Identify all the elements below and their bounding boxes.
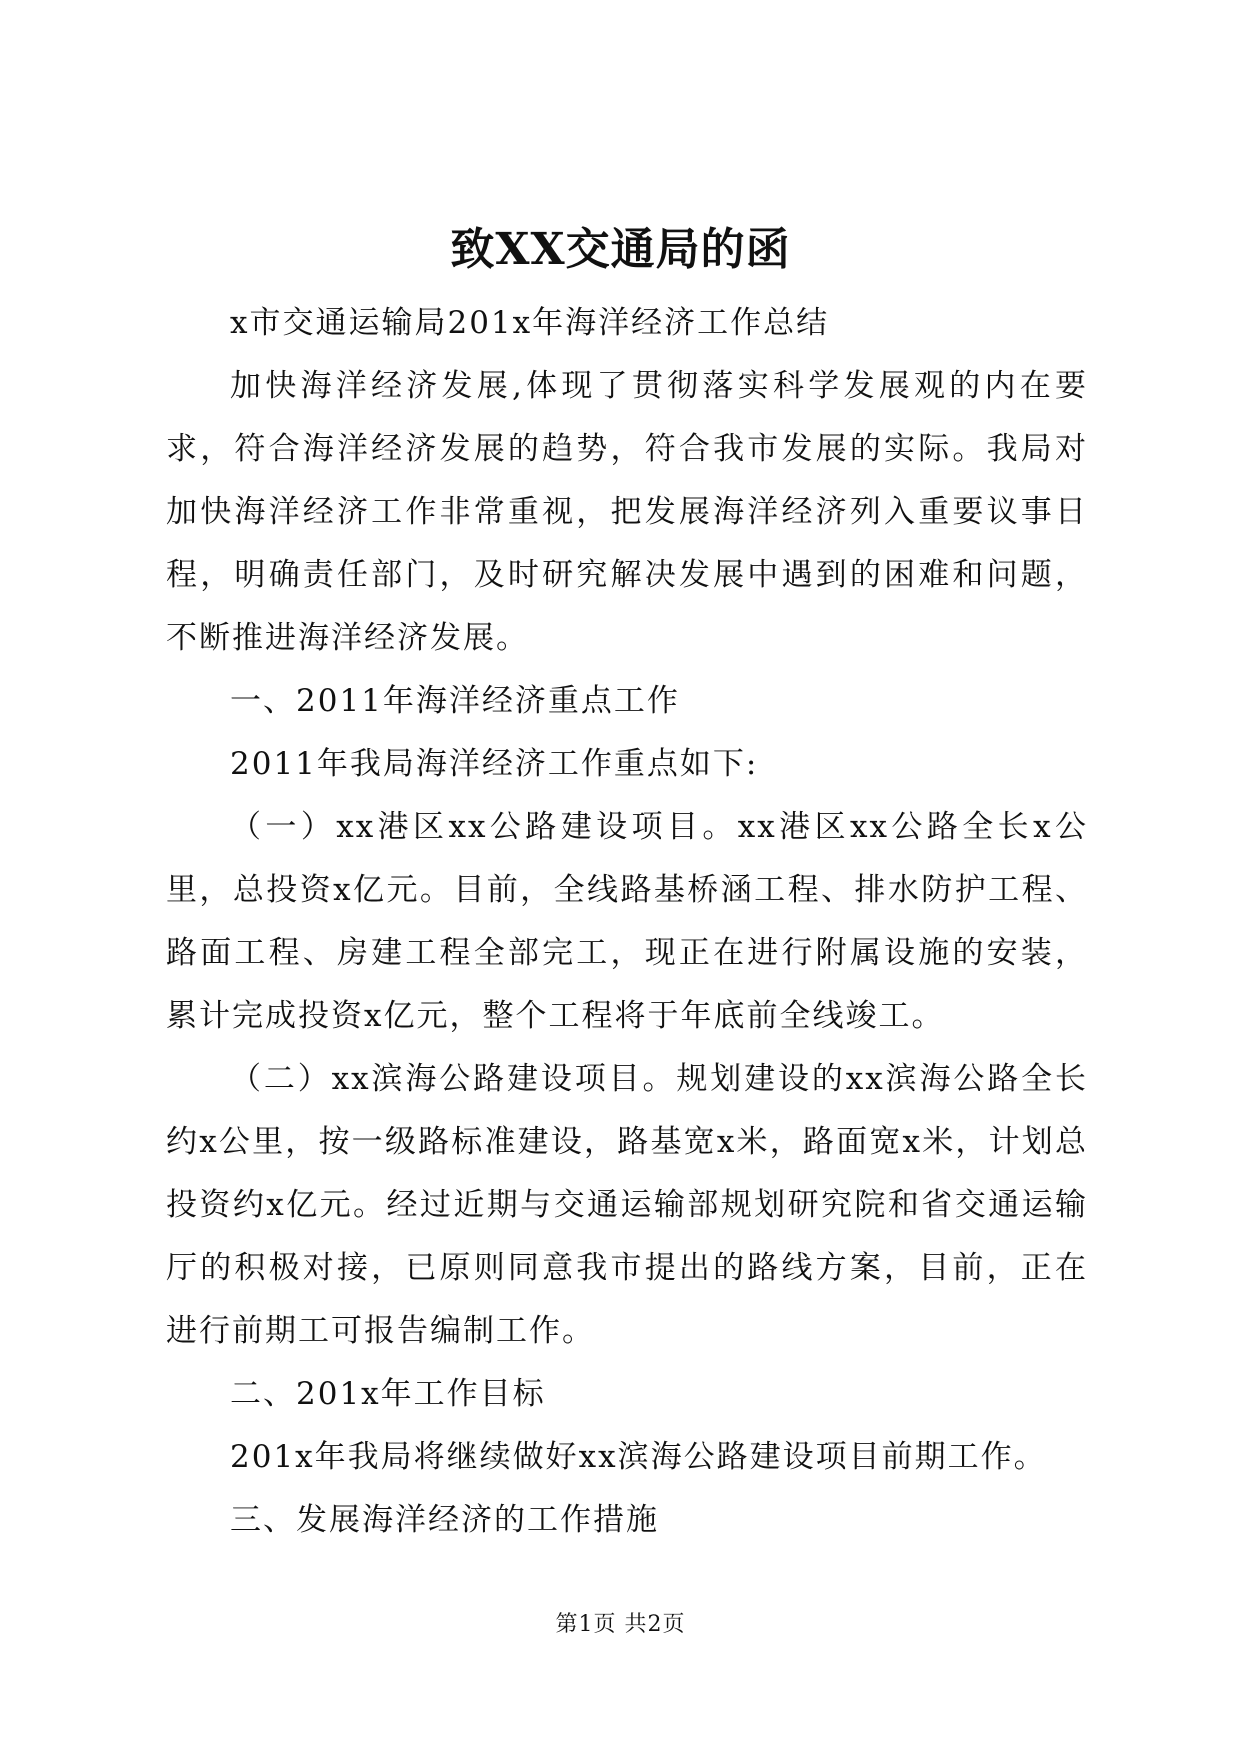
paragraph-report-title: x市交通运输局201x年海洋经济工作总结 <box>230 305 830 341</box>
section-heading-1: 一、2011年海洋经济重点工作 <box>230 683 680 719</box>
document-title: 致XX交通局的函 <box>450 224 791 275</box>
paragraph-section-2: 201x年我局将继续做好xx滨海公路建设项目前期工作。 <box>230 1439 1047 1475</box>
paragraph-project-2: （二）xx滨海公路建设项目。规划建设的xx滨海公路全长约x公里，按一级路标准建设，路基宽x米，路面宽x米，计划总投资约x亿元。经过近期与交通运输部规划研究院和省交通运输厅的积极对接，已原则同意我市提出的路线方案，目前，正在进行前期工可报告编制工作。 <box>166 1061 1088 1349</box>
section-heading-2: 二、201x年工作目标 <box>230 1376 546 1412</box>
document-body <box>166 292 1088 1552</box>
paragraph-intro: 加快海洋经济发展,体现了贯彻落实科学发展观的内在要求，符合海洋经济发展的趋势，符合我市发展的实际。我局对加快海洋经济工作非常重视，把发展海洋经济列入重要议事日程，明确责任部门，及时研究解决发展中遇到的困难和问题，不断推进海洋经济发展。 <box>166 368 1088 656</box>
section-heading-3: 三、发展海洋经济的工作措施 <box>230 1502 659 1538</box>
paragraph-project-1: （一）xx港区xx公路建设项目。xx港区xx公路全长x公里，总投资x亿元。目前，全线路基桥涵工程、排水防护工程、路面工程、房建工程全部完工，现正在进行附属设施的安装，累计完成投资x亿元，整个工程将于年底前全线竣工。 <box>166 809 1088 1034</box>
paragraph-section-1-lead: 2011年我局海洋经济工作重点如下: <box>230 746 759 782</box>
page-number-footer: 第1页 共2页 <box>555 1612 686 1637</box>
